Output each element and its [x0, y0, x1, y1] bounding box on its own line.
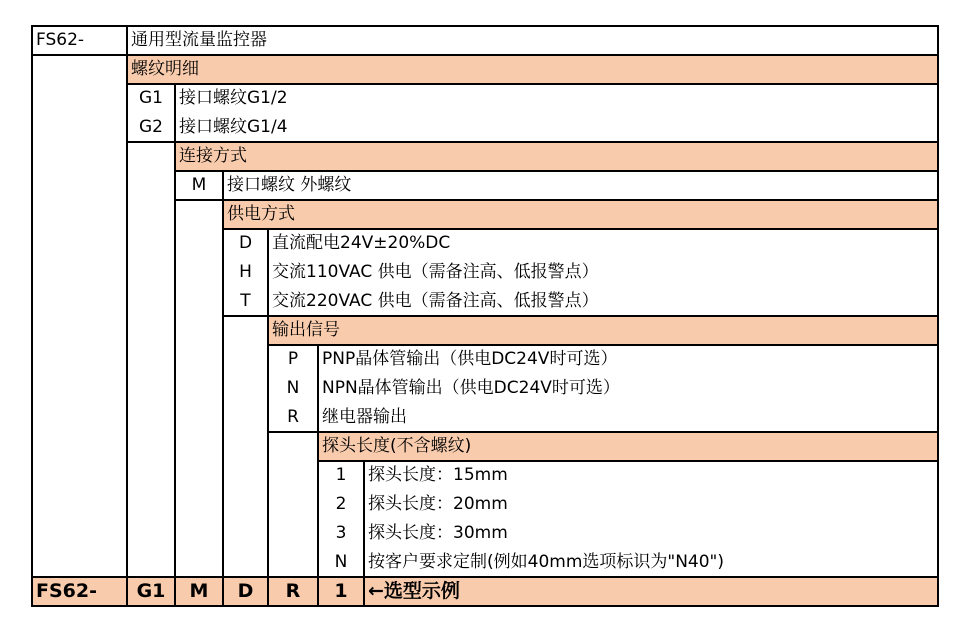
grid-line	[937, 25, 939, 607]
section-title: 螺纹明细	[127, 55, 938, 84]
section-title: 连接方式	[175, 142, 938, 171]
example-label: ←选型示例	[364, 577, 938, 606]
grid-line	[31, 25, 33, 607]
option-code: 3	[335, 523, 347, 543]
option-description: NPN晶体管输出（供电DC24V时可选）	[322, 378, 620, 398]
grid-line	[174, 576, 176, 607]
option-code: R	[287, 407, 299, 427]
grid-line	[222, 170, 224, 201]
grid-line	[317, 576, 319, 607]
option-description: 探头长度：30mm	[368, 523, 508, 543]
option-code: N	[334, 552, 348, 572]
grid-line	[222, 199, 939, 201]
example-code: G1	[127, 577, 175, 606]
grid-line	[363, 576, 365, 607]
grid-line	[363, 460, 365, 491]
option-description: 直流配电24V±20%DC	[272, 233, 451, 253]
option-description: 探头长度：20mm	[368, 494, 508, 514]
model-prefix: FS62-	[36, 30, 85, 50]
section-title: 输出信号	[268, 316, 938, 345]
example-model: FS62-	[32, 577, 127, 606]
option-code: G2	[139, 117, 163, 137]
grid-line	[222, 576, 224, 607]
grid-line	[267, 576, 269, 607]
grid-line	[317, 431, 939, 433]
option-description: 交流110VAC 供电（需备注高、低报警点）	[272, 262, 599, 282]
grid-line	[363, 547, 365, 578]
grid-line	[267, 228, 269, 259]
section-title: 供电方式	[223, 200, 938, 229]
example-code: M	[175, 577, 223, 606]
grid-line	[174, 141, 176, 578]
option-description: 接口螺纹G1/2	[179, 88, 288, 108]
option-code: T	[240, 291, 251, 311]
grid-line	[126, 54, 939, 56]
section-title: 探头长度(不含螺纹)	[318, 432, 938, 461]
option-description: 探头长度：15mm	[368, 465, 508, 485]
product-title: 通用型流量监控器	[131, 30, 267, 50]
grid-line	[31, 576, 939, 578]
option-description: 交流220VAC 供电（需备注高、低报警点）	[272, 291, 599, 311]
option-description: PNP晶体管输出（供电DC24V时可选）	[322, 349, 618, 369]
grid-line	[31, 605, 939, 607]
example-code: 1	[318, 577, 364, 606]
option-description: 继电器输出	[322, 407, 407, 427]
grid-line	[267, 286, 269, 317]
grid-line	[31, 25, 939, 27]
option-description: 接口螺纹G1/4	[179, 117, 288, 137]
option-code: 1	[335, 465, 347, 485]
grid-line	[126, 25, 128, 607]
grid-line	[363, 489, 365, 520]
grid-line	[363, 518, 365, 549]
grid-line	[317, 373, 319, 404]
example-code: D	[223, 577, 268, 606]
grid-line	[174, 112, 176, 143]
option-code: G1	[139, 88, 163, 108]
option-description: 接口螺纹 外螺纹	[227, 175, 352, 195]
grid-line	[317, 344, 319, 375]
option-code: D	[238, 233, 253, 253]
grid-line	[174, 141, 939, 143]
option-description: 按客户要求定制(例如40mm选项标识为"N40")	[368, 552, 725, 572]
option-code: 2	[335, 494, 347, 514]
grid-line	[267, 257, 269, 288]
option-code: M	[191, 175, 207, 195]
grid-line	[267, 315, 939, 317]
option-code: N	[286, 378, 300, 398]
grid-line	[174, 83, 176, 114]
option-code: P	[287, 349, 299, 369]
option-code: H	[239, 262, 252, 282]
grid-line	[317, 402, 319, 433]
example-code: R	[268, 577, 318, 606]
